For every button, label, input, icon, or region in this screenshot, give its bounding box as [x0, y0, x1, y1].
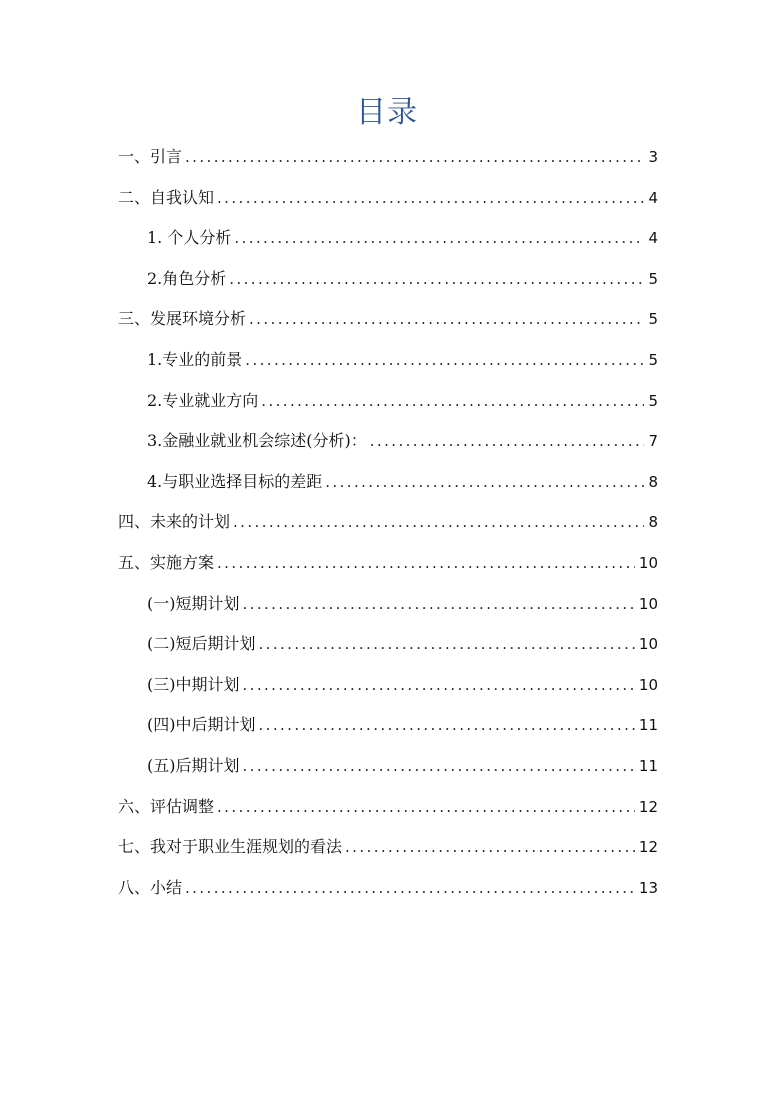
toc-entry[interactable]	[118, 827, 658, 868]
toc-entry-text: (五)后期计划	[147, 755, 240, 775]
toc-entry-text: 1.专业的前景	[147, 349, 243, 369]
toc-leader-dots	[234, 218, 644, 259]
toc-page-number: 3	[648, 148, 658, 166]
toc-entry-text: 二、自我认知	[118, 187, 215, 207]
toc-page-number: 10	[638, 635, 658, 654]
toc-entry[interactable]	[118, 259, 658, 300]
toc-entry-text: (一)短期计划	[147, 593, 240, 613]
toc-page-number: 11	[638, 756, 658, 775]
toc-page-number: 5	[648, 391, 658, 410]
toc-entry[interactable]	[118, 543, 658, 584]
toc-leader-dots	[259, 705, 635, 746]
toc-entry[interactable]	[118, 624, 658, 665]
toc-leader-dots	[245, 340, 644, 381]
toc-page-number: 10	[638, 553, 658, 572]
toc-page-number: 4	[648, 229, 658, 248]
toc-leader-dots	[243, 665, 635, 706]
toc-entry-text: 3.金融业就业机会综述(分析)：	[147, 431, 367, 451]
toc-leader-dots	[370, 421, 645, 462]
toc-leader-dots	[259, 624, 635, 665]
toc-entry[interactable]	[118, 787, 658, 828]
toc-entry-text: (四)中后期计划	[147, 715, 256, 735]
toc-entry[interactable]	[118, 421, 658, 462]
toc-entry[interactable]	[118, 218, 658, 259]
toc-page-number: 8	[648, 513, 658, 532]
toc-page-number: 5	[648, 350, 658, 369]
toc-entry-text: 4.与职业选择目标的差距	[147, 471, 323, 491]
toc-leader-dots	[229, 259, 644, 300]
toc-entry-text: 四、未来的计划	[118, 512, 231, 532]
toc-entry-text: (二)短后期计划	[147, 634, 256, 654]
toc-leader-dots	[261, 381, 644, 422]
toc-leader-dots	[243, 746, 635, 787]
toc-page-number: 12	[638, 838, 658, 857]
toc-page-number: 5	[648, 310, 658, 329]
toc-leader-dots	[217, 787, 635, 828]
toc-entry[interactable]	[118, 340, 658, 381]
toc-leader-dots	[233, 502, 644, 543]
toc-leader-dots	[243, 584, 635, 625]
toc-leader-dots	[345, 827, 635, 868]
toc-entry[interactable]	[118, 868, 658, 909]
toc-entry[interactable]	[118, 381, 658, 422]
toc-page-number: 5	[648, 269, 658, 288]
toc-page-number: 7	[648, 432, 658, 451]
toc-leader-dots	[217, 178, 644, 219]
toc-entry[interactable]	[118, 137, 658, 178]
toc-entry-text: 三、发展环境分析	[118, 309, 247, 329]
toc-entry-text: 五、实施方案	[118, 552, 215, 572]
toc-leader-dots	[249, 299, 644, 340]
toc-entry-text: (三)中期计划	[147, 674, 240, 694]
toc-entry[interactable]	[118, 746, 658, 787]
toc-entry-text: 八、小结	[118, 877, 183, 897]
toc-entry[interactable]	[118, 502, 658, 543]
toc-title: 目录	[356, 95, 418, 130]
toc-entry[interactable]	[118, 705, 658, 746]
toc-page-number: 12	[638, 797, 658, 816]
toc-entry[interactable]	[118, 299, 658, 340]
toc-page-number: 10	[638, 594, 658, 613]
toc-entry-text: 2.专业就业方向	[147, 390, 259, 410]
toc-entry-text: 一、引言	[118, 147, 183, 166]
toc-leader-dots	[185, 137, 644, 178]
toc-entry-text: 2.角色分析	[147, 268, 227, 288]
toc-entry[interactable]	[118, 665, 658, 706]
toc-leader-dots	[325, 462, 644, 503]
toc-entry-text: 七、我对于职业生涯规划的看法	[118, 837, 343, 857]
toc-leader-dots	[185, 868, 635, 909]
toc-entry-text: 1. 个人分析	[147, 228, 232, 248]
toc-entry[interactable]	[118, 462, 658, 503]
toc-entry[interactable]	[118, 584, 658, 625]
toc-entry[interactable]	[118, 178, 658, 219]
toc-page-number: 10	[638, 675, 658, 694]
toc-page-number: 8	[648, 472, 658, 491]
toc-list	[118, 137, 658, 908]
toc-page-number: 4	[648, 188, 658, 207]
toc-page-number: 13	[638, 878, 658, 897]
toc-entry-text: 六、评估调整	[118, 796, 215, 816]
toc-leader-dots	[217, 543, 635, 584]
toc-page-number: 11	[638, 716, 658, 735]
